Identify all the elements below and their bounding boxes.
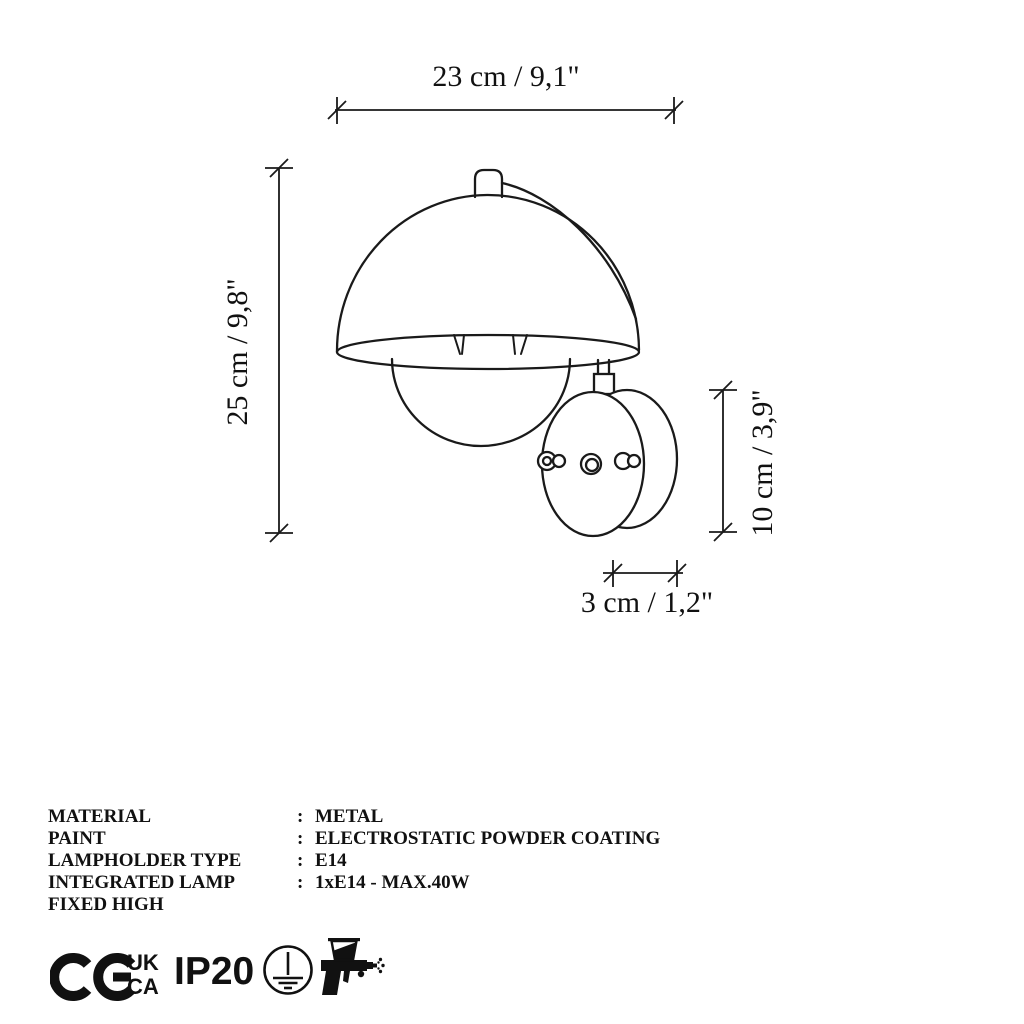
dimension-annotations [221, 60, 779, 619]
lamp-arm [502, 183, 636, 319]
spec-table [48, 806, 660, 916]
lamp-drawing [337, 170, 677, 536]
mount-height-dimension-label: 10 cm / 3,9" [746, 389, 779, 537]
spec-row-fixed-high [48, 894, 660, 916]
protective-earth-icon [261, 943, 315, 997]
spec-value: 1xE14 - MAX.40W [315, 872, 470, 893]
width-dimension-label: 23 cm / 9,1" [432, 60, 580, 93]
lamp-neck-connector [594, 374, 614, 394]
lamp-diffuser-bowl [392, 359, 570, 446]
spec-row-lampholder [48, 850, 660, 872]
spec-value: ELECTROSTATIC POWDER COATING [315, 828, 661, 849]
spec-label: INTEGRATED LAMP [48, 872, 236, 893]
spec-row-material [48, 806, 660, 828]
spec-label: MATERIAL [48, 806, 152, 827]
spec-separator: : [297, 828, 304, 849]
width-dimension [328, 60, 683, 124]
spray-paint-gun-icon [317, 936, 387, 1000]
ukca-mark-icon [127, 951, 159, 999]
ukca-top-text: UK [127, 950, 159, 975]
mount-depth-dimension-label: 3 cm / 1,2" [580, 586, 714, 619]
spec-label: FIXED HIGH [48, 894, 164, 915]
ukca-bottom-text: CA [127, 974, 159, 999]
height-dimension-label: 25 cm / 9,8" [221, 278, 254, 426]
lamp-inner-struts [454, 335, 527, 354]
screw-left-cap [553, 455, 565, 467]
lamp-shade-rim [337, 335, 639, 369]
lamp-dome-shade [337, 195, 639, 352]
height-dimension [221, 159, 293, 542]
spec-value: E14 [315, 850, 347, 871]
ce-mark-icon [50, 950, 144, 1004]
spec-separator: : [297, 850, 304, 871]
lamp-top-knob [475, 170, 502, 197]
spec-separator [297, 894, 315, 916]
spec-separator: : [297, 806, 304, 827]
spec-row-integrated-lamp [48, 872, 660, 894]
spec-separator: : [297, 872, 304, 893]
mount-height-dimension [709, 381, 779, 541]
spec-row-paint [48, 828, 660, 850]
ip-rating-label: IP20 [174, 950, 255, 993]
spec-label: PAINT [48, 828, 106, 849]
screw-right-cap [628, 455, 640, 467]
spec-value: METAL [315, 806, 384, 827]
mount-depth-dimension [581, 560, 713, 619]
spec-label: LAMPHOLDER TYPE [48, 850, 242, 871]
